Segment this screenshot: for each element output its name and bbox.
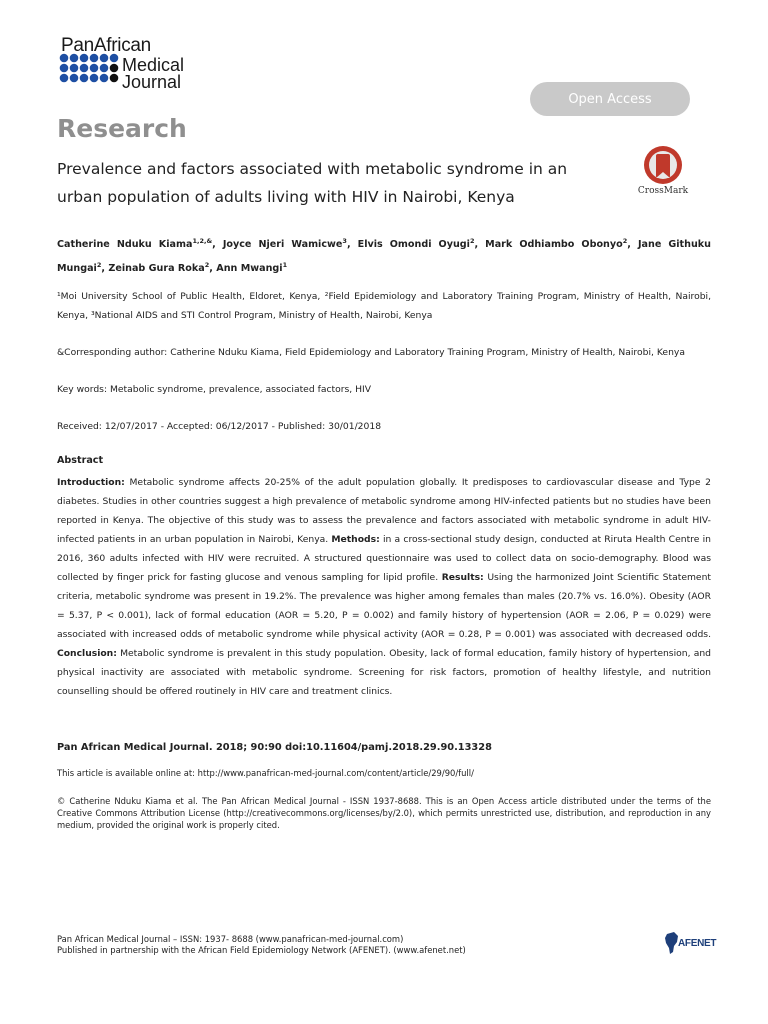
author-affiliation-marker: 2 xyxy=(622,237,628,245)
author-separator: , xyxy=(627,239,638,251)
abstract-results-label: Results: xyxy=(441,572,484,583)
author-affiliation-marker: 2 xyxy=(96,261,102,270)
author-entry xyxy=(485,239,638,250)
open-access-badge: Open Access xyxy=(530,82,690,116)
corresponding-author: &Corresponding author: Catherine Nduku Kiama, Field Epidemiology and Laboratory Training Program, Ministry of Health, Nairobi, Kenya xyxy=(57,347,685,358)
publication-dates: Received: 12/07/2017 - Accepted: 06/12/2017 - Published: 30/01/2018 xyxy=(57,421,382,432)
afenet-logo xyxy=(664,930,717,956)
paper-title: Prevalence and factors associated with metabolic syndrome in an urban population of adults living with HIV in Nairobi, Kenya xyxy=(57,160,568,206)
author-affiliation-marker: 1 xyxy=(282,261,288,270)
author-separator: , xyxy=(212,239,223,251)
author-entry xyxy=(216,263,287,274)
citation: Pan African Medical Journal. 2018; 90:90 doi:10.11604/pamj.2018.29.90.13328 xyxy=(57,742,492,753)
abstract-results: Using the harmonized Joint Scientific Statement criteria, metabolic syndrome was present in 19.2%. The prevalence was higher among females than males (20.7% vs. 16.0%). Obesity (AOR = 5.37, P < 0.001), lack of formal education (AOR = 5.20, P = 0.002) and family history of hypertension (AOR = 2.06, P = 0.029) were associated with increased odds of metabolic syndrome while physical activity (AOR = 0.28, P = 0.001) was associated with decreased odds. xyxy=(57,572,712,640)
author-separator: , xyxy=(101,263,109,275)
abstract-intro-label: Introduction: xyxy=(57,477,125,488)
author-affiliation-marker: 1,2,& xyxy=(192,237,213,245)
author-affiliation-marker: 3 xyxy=(342,237,347,245)
abstract-conclusion: Metabolic syndrome is prevalent in this study population. Obesity, lack of formal education, family history of hypertension, and physical inactivity are associated with metabolic syndrome. Screening for risk factors, promotion of healthy lifestyle, and nutrition counselling should be offered routinely in HIV care and treatment clinics. xyxy=(57,648,711,697)
journal-logo-line3: Journal xyxy=(122,72,182,92)
author-entry xyxy=(223,239,358,250)
footer-partnership-line: Published in partnership with the African Field Epidemiology Network (AFENET). (www.afenet.net) xyxy=(57,945,466,955)
afenet-logo-text: AFENET xyxy=(678,938,717,949)
author-name: Mark Odhiambo Obonyo xyxy=(485,239,623,251)
author-affiliation-marker: 2 xyxy=(204,261,210,270)
author-entry xyxy=(358,239,486,250)
page-footer xyxy=(57,934,657,956)
author-name: Joyce Njeri Wamicwe xyxy=(222,239,343,251)
abstract-conclusion-label: Conclusion: xyxy=(57,648,117,659)
abstract-body xyxy=(57,473,711,701)
section-title: Research xyxy=(57,114,187,143)
author-name: Elvis Omondi Oyugi xyxy=(357,239,470,251)
online-availability-link[interactable]: This article is available online at: http://www.panafrican-med-journal.com/content/article/29/90/full/ xyxy=(57,768,474,778)
crossmark-icon xyxy=(636,144,690,186)
author-name: Zeinab Gura Roka xyxy=(108,263,205,275)
journal-logo-dots-icon xyxy=(58,50,128,110)
keywords: Key words: Metabolic syndrome, prevalence, associated factors, HIV xyxy=(57,384,372,395)
author-entry xyxy=(108,263,216,274)
abstract-intro: Metabolic syndrome affects 20-25% of the adult population globally. It predisposes to cardiovascular disease and Type 2 diabetes. Studies in other countries suggest a high prevalence of metabolic syndrome among HIV-infected patients but no studies have been reported in Kenya. The objective of this study was to assess the prevalence and factors associated with metabolic syndrome in adult HIV-infected patients in an urban population in Nairobi, Kenya. xyxy=(57,477,711,545)
journal-logo-line1: PanAfrican xyxy=(61,35,151,56)
author-name: Ann Mwangi xyxy=(216,263,283,275)
author-separator: , xyxy=(346,239,358,251)
author-list xyxy=(57,231,711,279)
footer-issn-line: Pan African Medical Journal – ISSN: 1937- 8688 (www.panafrican-med-journal.com) xyxy=(57,934,404,944)
abstract-methods: in a cross-sectional study design, conducted at Riruta Health Centre in 2016, 360 adults infected with HIV were recruited. A structured questionnaire was used to collect data on socio-demography. Blood was collected by finger prick for fasting glucose and venous sampling for lipid profile. xyxy=(57,534,711,583)
journal-logo xyxy=(58,36,198,96)
abstract-methods-label: Methods: xyxy=(331,534,380,545)
author-entry xyxy=(57,239,223,250)
author-separator: , xyxy=(209,263,217,275)
author-affiliation-marker: 2 xyxy=(469,237,475,245)
journal-logo-line2: Medical xyxy=(122,55,185,75)
abstract-heading: Abstract xyxy=(57,455,104,466)
crossmark-badge[interactable] xyxy=(636,144,690,200)
author-name: Catherine Nduku Kiama xyxy=(57,239,193,251)
author-name: Jane Githuku Mungai xyxy=(57,239,711,275)
author-separator: , xyxy=(474,239,486,251)
crossmark-label: CrossMark xyxy=(637,186,689,196)
affiliations: ¹Moi University School of Public Health, Eldoret, Kenya, ²Field Epidemiology and Laboratory Training Program, Ministry of Health, Nairobi, Kenya, ³National AIDS and STI Control Program, Ministry of Health, Nairobi, Kenya xyxy=(57,291,711,321)
license-notice: © Catherine Nduku Kiama et al. The Pan African Medical Journal - ISSN 1937-8688. This is an Open Access article distributed under the terms of the Creative Commons Attribution License (http://creativecommons.org/licenses/by/2.0), which permits unrestricted use, distribution, and reproduction in any medium, provided the original work is properly cited. xyxy=(57,796,711,830)
